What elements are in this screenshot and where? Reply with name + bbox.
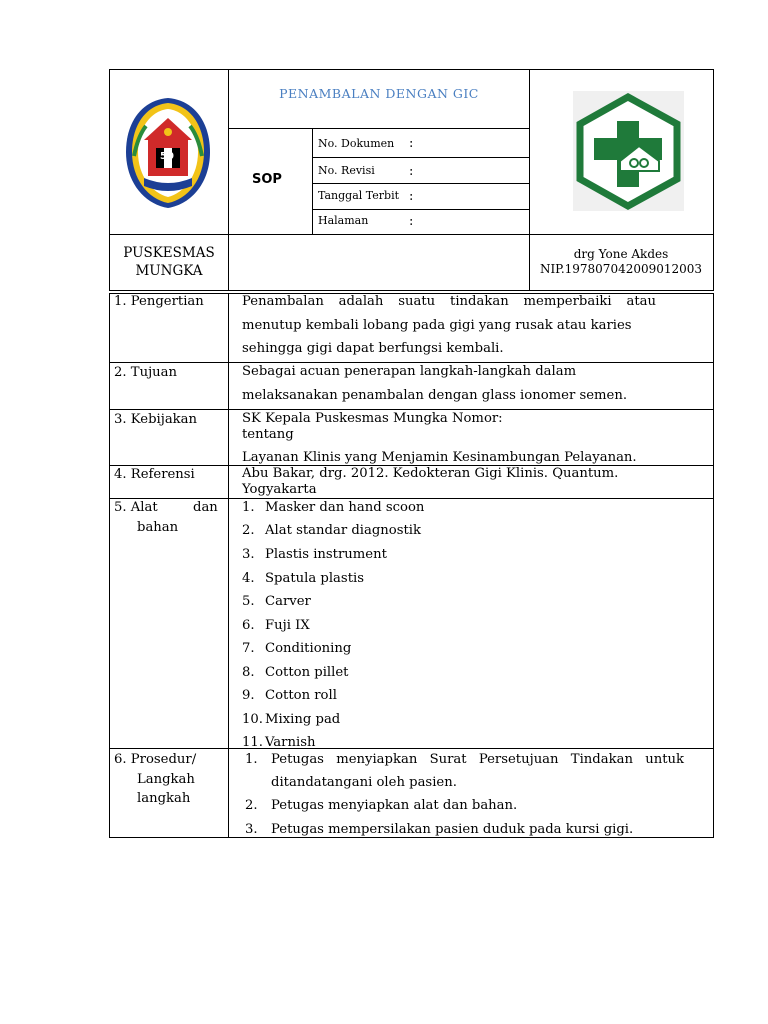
meta-value-halaman: : — [409, 214, 414, 229]
header-meta-line-1 — [312, 157, 529, 158]
tujuan-line-1: Sebagai acuan penerapan langkah-langkah dalam — [242, 364, 577, 379]
meta-value-tanggal-terbit: : — [409, 189, 414, 204]
org-name-line-1: PUSKESMAS — [123, 245, 215, 261]
meta-label-tanggal-terbit: Tanggal Terbit — [318, 189, 400, 202]
signer-name: drg Yone Akdes — [573, 247, 669, 261]
section-label-bahan: bahan — [137, 520, 179, 535]
step-line: Petugas mempersilakan pasien duduk pada kursi gigi. — [271, 822, 634, 837]
step-line: Petugas menyiapkan alat dan bahan. — [271, 798, 518, 813]
body-row-line-5 — [109, 748, 714, 749]
seal-number: 50 — [160, 151, 174, 162]
body-border-bottom — [109, 837, 714, 838]
header-divider-1 — [228, 69, 229, 291]
header-row-line-2 — [109, 234, 714, 235]
section-label-tujuan: 2. Tujuan — [114, 365, 178, 380]
meta-value-no-revisi: : — [409, 164, 414, 179]
kebijakan-line-1: SK Kepala Puskesmas Mungka Nomor: — [242, 411, 503, 426]
list-item-number: 10. — [242, 712, 263, 727]
puskesmas-logo — [573, 91, 684, 211]
list-item-number: 11. — [242, 735, 263, 750]
list-item: Spatula plastis — [265, 571, 364, 586]
section-label-langkah: Langkah — [137, 772, 195, 787]
tujuan-line-2: melaksanakan penambalan dengan glass ionomer semen. — [242, 388, 628, 403]
list-item-number: 8. — [242, 665, 255, 680]
meta-label-no-revisi: No. Revisi — [318, 164, 375, 177]
section-label-referensi: 4. Referensi — [114, 467, 195, 482]
header-meta-line-2 — [312, 183, 529, 184]
body-row-line-1 — [109, 362, 714, 363]
list-item: Fuji IX — [265, 618, 310, 633]
list-item: Conditioning — [265, 641, 352, 656]
list-item: Plastis instrument — [265, 547, 387, 562]
signer-nip: NIP.197807042009012003 — [539, 262, 703, 276]
pengertian-line-3: sehingga gigi dapat berfungsi kembali. — [242, 341, 504, 356]
org-name-line-2: MUNGKA — [135, 263, 203, 279]
regency-seal-logo — [124, 96, 212, 210]
kebijakan-line-3: Layanan Klinis yang Menjamin Kesinambungan Pelayanan. — [242, 450, 637, 465]
step-number: 3. — [245, 822, 258, 837]
pengertian-line-2: menutup kembali lobang pada gigi yang rusak atau karies — [242, 318, 632, 333]
header-border-bottom — [109, 290, 714, 291]
list-item-number: 3. — [242, 547, 255, 562]
list-item: Mixing pad — [265, 712, 341, 727]
body-border-left — [109, 293, 110, 838]
list-item-number: 6. — [242, 618, 255, 633]
document-title: PENAMBALAN DENGAN GIC — [279, 86, 479, 101]
body-border-right — [713, 293, 714, 838]
header-meta-line-3 — [312, 209, 529, 210]
sop-label: SOP — [252, 172, 282, 187]
meta-value-no-dokumen: : — [409, 136, 414, 151]
section-label-pengertian: 1. Pengertian — [114, 294, 204, 309]
section-label-langkah-2: langkah — [137, 791, 191, 806]
list-item: Alat standar diagnostik — [265, 523, 421, 538]
list-item: Carver — [265, 594, 311, 609]
meta-label-halaman: Halaman — [318, 214, 369, 227]
list-item: Cotton pillet — [265, 665, 349, 680]
body-row-line-4 — [109, 498, 714, 499]
list-item-number: 2. — [242, 523, 255, 538]
header-meta-divider — [312, 128, 313, 234]
step-line: ditandatangani oleh pasien. — [271, 775, 457, 790]
referensi-line-2: Yogyakarta — [242, 482, 317, 497]
header-row-line-1 — [228, 128, 529, 129]
list-item-number: 5. — [242, 594, 255, 609]
referensi-line-1: Abu Bakar, drg. 2012. Kedokteran Gigi Klinis. Quantum. — [242, 466, 619, 481]
header-border-right — [713, 69, 714, 291]
pengertian-line-1: Penambalan adalah suatu tindakan memperbaiki atau — [242, 294, 656, 309]
section-label-kebijakan: 3. Kebijakan — [114, 412, 198, 427]
list-item-number: 1. — [242, 500, 255, 515]
step-number: 2. — [245, 798, 258, 813]
header-border-top — [109, 69, 714, 70]
list-item: Cotton roll — [265, 688, 337, 703]
step-line: Petugas menyiapkan Surat Persetujuan Tindakan untuk — [271, 752, 684, 767]
section-label-prosedur: 6. Prosedur/ — [114, 752, 197, 767]
section-label-dan: dan — [193, 500, 218, 515]
body-divider — [228, 293, 229, 838]
body-row-line-2 — [109, 409, 714, 410]
puskesmas-icon — [573, 91, 684, 211]
list-item-number: 7. — [242, 641, 255, 656]
list-item-number: 4. — [242, 571, 255, 586]
list-item: Varnish — [265, 735, 316, 750]
list-item-number: 9. — [242, 688, 255, 703]
meta-label-no-dokumen: No. Dokumen — [318, 137, 395, 150]
list-item: Masker dan hand scoon — [265, 500, 425, 515]
step-number: 1. — [245, 752, 258, 767]
kebijakan-line-2: tentang — [242, 427, 294, 442]
section-label-alat: 5. Alat — [114, 500, 158, 515]
